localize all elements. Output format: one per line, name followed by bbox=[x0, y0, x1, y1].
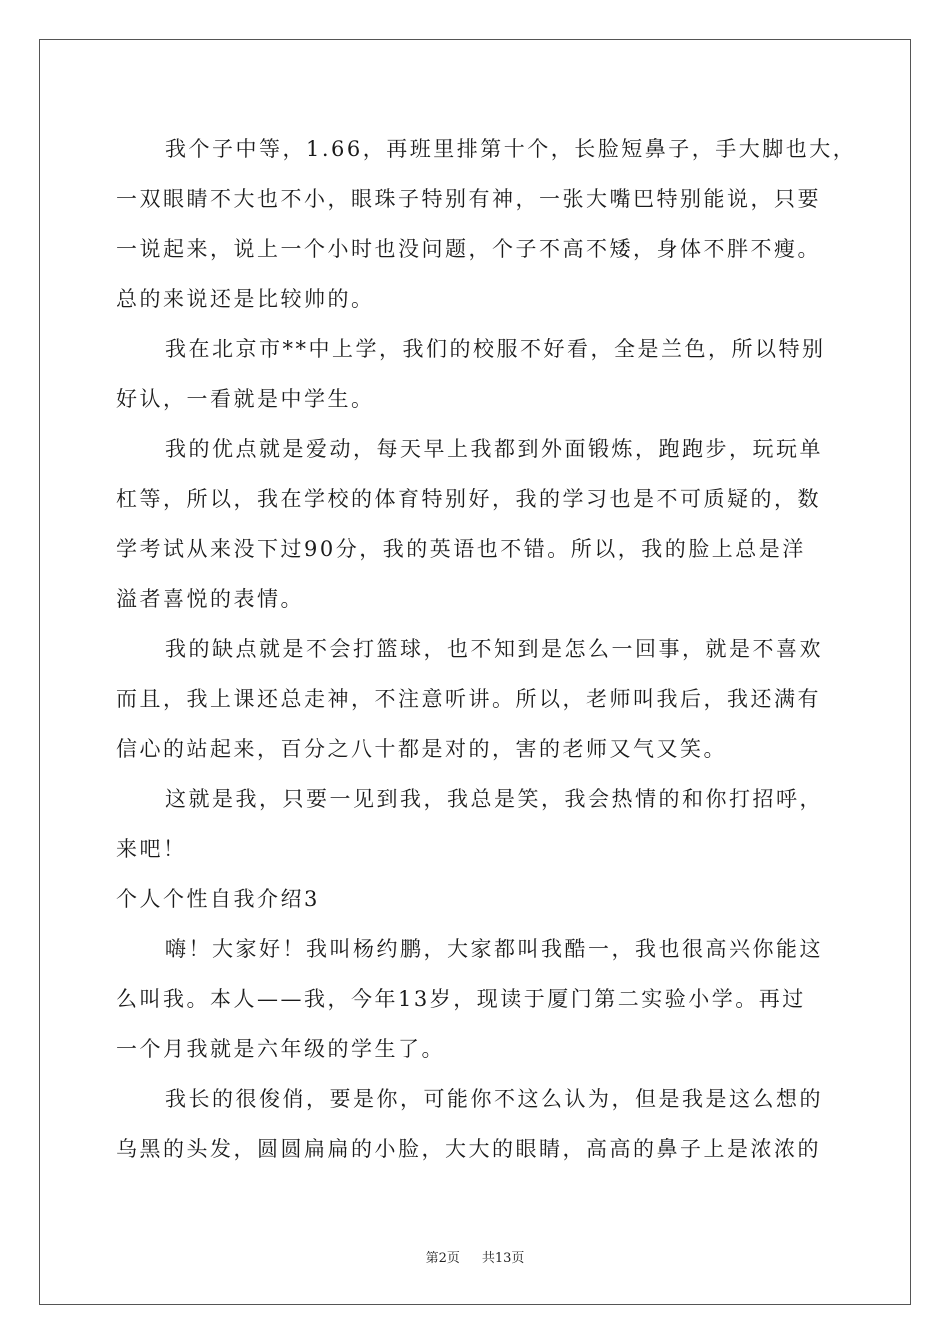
text-line: 一双眼睛不大也不小，眼珠子特别有神，一张大嘴巴特别能说，只要 bbox=[116, 187, 821, 211]
text-line: 嗨！大家好！我叫杨约鹏，大家都叫我酷一，我也很高兴你能这 bbox=[165, 937, 823, 961]
text-line: 溢者喜悦的表情。 bbox=[116, 587, 304, 611]
text-line: 这就是我，只要一见到我，我总是笑，我会热情的和你打招呼， bbox=[165, 787, 823, 811]
section-heading: 个人个性自我介绍3 bbox=[116, 887, 320, 911]
text-line: 一说起来，说上一个小时也没问题，个子不高不矮，身体不胖不瘦。 bbox=[116, 237, 821, 261]
text-line: 杠等，所以，我在学校的体育特别好，我的学习也是不可质疑的，数 bbox=[116, 487, 821, 511]
text-line: 好认，一看就是中学生。 bbox=[116, 387, 375, 411]
text-line: 我的缺点就是不会打篮球，也不知到是怎么一回事，就是不喜欢 bbox=[165, 637, 823, 661]
text-line: 一个月我就是六年级的学生了。 bbox=[116, 1037, 445, 1061]
text-line: 总的来说还是比较帅的。 bbox=[116, 287, 375, 311]
text-line: 学考试从来没下过90分，我的英语也不错。所以，我的脸上总是洋 bbox=[116, 537, 806, 561]
text-line: 来吧！ bbox=[116, 837, 187, 861]
page-footer bbox=[0, 1247, 950, 1266]
text-line: 么叫我。本人——我，今年13岁，现读于厦门第二实验小学。再过 bbox=[116, 987, 806, 1011]
text-line: 我长的很俊俏，要是你，可能你不这么认为，但是我是这么想的 bbox=[165, 1087, 823, 1111]
text-line: 我在北京市**中上学，我们的校服不好看，全是兰色，所以特别 bbox=[165, 337, 826, 361]
text-line: 我的优点就是爱动，每天早上我都到外面锻炼，跑跑步，玩玩单 bbox=[165, 437, 823, 461]
text-line: 我个子中等，1.66，再班里排第十个，长脸短鼻子，手大脚也大， bbox=[165, 137, 857, 161]
text-line: 乌黑的头发，圆圆扁扁的小脸，大大的眼睛，高高的鼻子上是浓浓的 bbox=[116, 1137, 821, 1161]
text-line: 信心的站起来，百分之八十都是对的，害的老师又气又笑。 bbox=[116, 737, 727, 761]
page-number: 第2页 bbox=[425, 1251, 460, 1266]
document-body bbox=[116, 124, 857, 1174]
page-total: 共13页 bbox=[481, 1251, 525, 1266]
text-line: 而且，我上课还总走神，不注意听讲。所以，老师叫我后，我还满有 bbox=[116, 687, 821, 711]
